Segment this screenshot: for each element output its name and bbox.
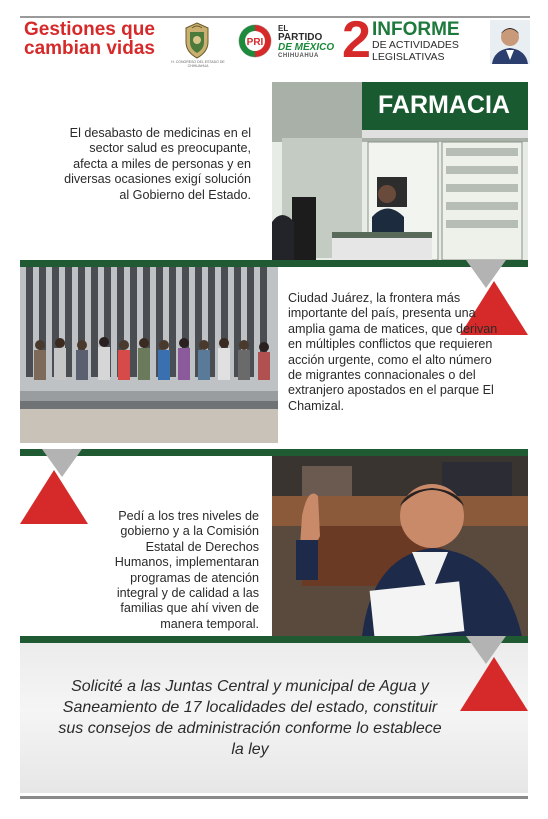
header-title-line1: Gestiones que — [24, 19, 155, 40]
quote-text: Solicité a las Juntas Central y municipal de Agua y Saneamiento de 17 localidades del estado, constituir sus consejos de administración conforme lo establece la ley — [58, 678, 442, 758]
section-divider-2 — [20, 449, 528, 456]
report-subtitle2: LEGISLATIVAS — [372, 51, 445, 63]
section2-text: Ciudad Juárez, la frontera más importante del país, presenta una amplia gama de matices, que derivan en múltiples conflictos que requieren acción urgente, como el alto número de migrantes connacionales o del extranjero apostados en el parque El Chamizal. — [288, 291, 498, 413]
legislator-portrait-image — [490, 20, 530, 64]
migrants-border-photo — [20, 267, 278, 443]
bottom-rule — [20, 796, 528, 799]
report-subtitle1: DE ACTIVIDADES — [372, 39, 459, 51]
report-title-block — [372, 20, 492, 63]
section1-text: El desabasto de medicinas en el sector salud es preocupante, afecta a miles de personas y en diversas ocasiones exigí solución al Gobierno del Estado. — [64, 126, 251, 202]
party-line3: DE MÉXICO — [278, 42, 335, 53]
section3-text: Pedí a los tres niveles de gobierno y a la Comisión Estatal de Derechos Humanos, implementaran programas de atención integral y de calidad a las familias que ahí viven de manera temporal. — [114, 509, 259, 631]
divider-3-triangles-icon — [460, 636, 528, 711]
pri-logo-icon — [238, 24, 272, 58]
header-title — [24, 20, 155, 58]
header-title-line2: cambian vidas — [24, 38, 155, 59]
party-line4: CHIHUAHUA — [278, 53, 319, 59]
pharmacy-photo — [272, 82, 528, 260]
section-divider-3 — [20, 636, 528, 643]
party-line2: PARTIDO — [278, 32, 323, 43]
pharmacy-sign-text: FARMACIA — [378, 91, 510, 119]
pri-logo-text: PRI — [246, 37, 264, 48]
crest-caption: H. CONGRESO DEL ESTADO DE CHIHUAHUA — [171, 60, 225, 68]
party-name — [278, 24, 342, 60]
report-title: INFORME — [372, 19, 460, 40]
divider-2-triangles-icon — [20, 449, 88, 524]
header — [20, 11, 530, 69]
legislator-session-photo — [272, 456, 528, 636]
party-line1: EL — [278, 24, 289, 33]
congress-crest-icon — [178, 20, 216, 64]
section-divider-1 — [20, 260, 528, 267]
report-number: 2 — [342, 11, 371, 69]
